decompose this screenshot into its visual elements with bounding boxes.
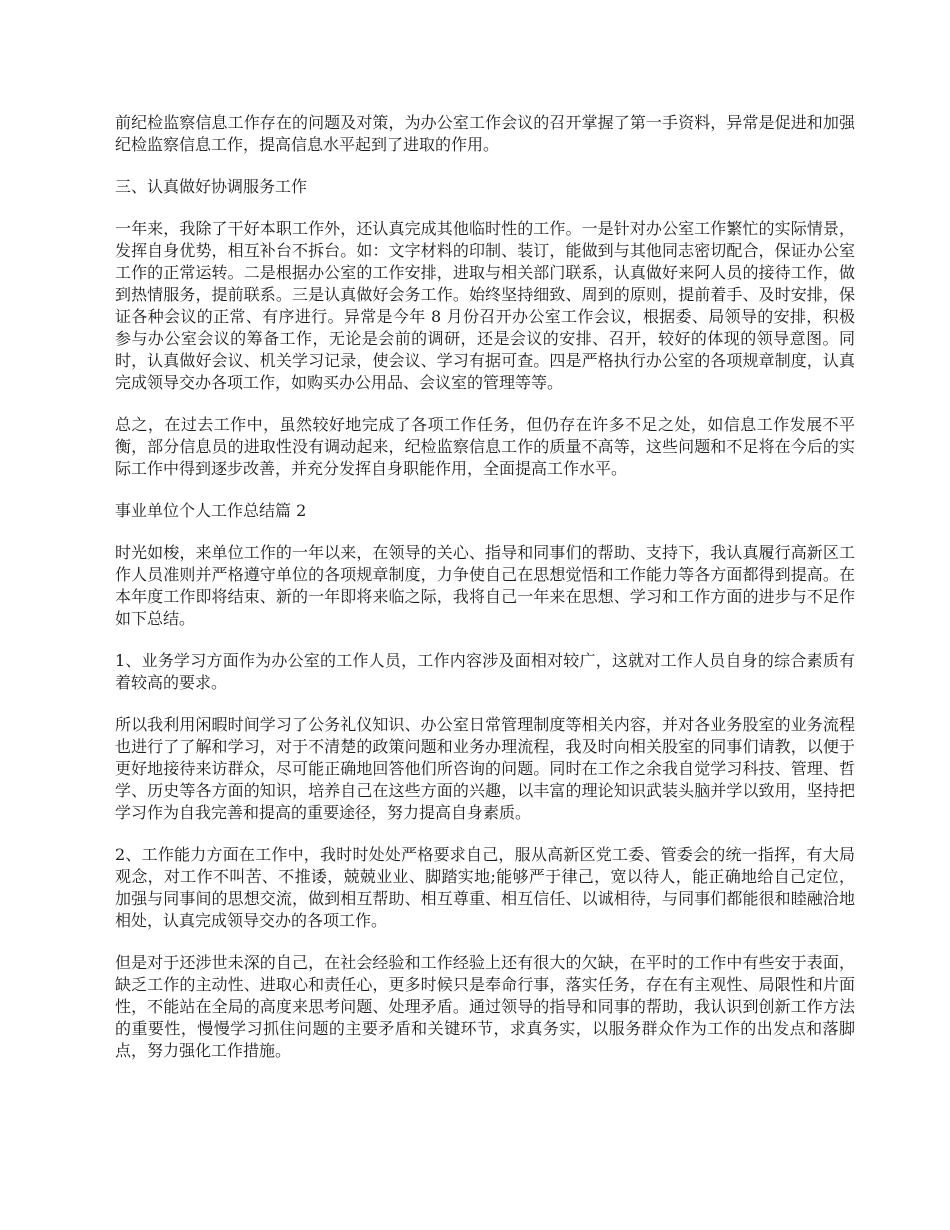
article-title: 事业单位个人工作总结篇 2 — [115, 501, 307, 520]
paragraph: 总之，在过去工作中，虽然较好地完成了各项工作任务，但仍存在许多不足之处，如信息工作发展不平衡，部分信息员的进取性没有调动起来，纪检监察信息工作的质量不高等，这些问题和不足将在今后的实际工作中得到逐步改善，并充分发挥自身职能作用，全面提高工作水平。 — [115, 415, 855, 478]
paragraph: 所以我利用闲暇时间学习了公务礼仪知识、办公室日常管理制度等相关内容，并对各业务股室的业务流程也进行了了解和学习，对于不清楚的政策问题和业务办理流程，我及时向相关股室的同事们请教，以便于更好地接待来访群众，尽可能正确地回答他们所咨询的问题。同时在工作之余我自觉学习科技、管理、哲学、历史等各方面的知识，培养自己在这些方面的兴趣，以丰富的理论知识武装头脑并学以致用，坚持把学习作为自我完善和提高的重要途径，努力提高自身素质。 — [115, 715, 855, 822]
paragraph: 1、业务学习方面作为办公室的工作人员，工作内容涉及面相对较广，这就对工作人员自身的综合素质有着较高的要求。 — [115, 651, 855, 692]
paragraph: 但是对于还涉世未深的自己，在社会经验和工作经验上还有很大的欠缺，在平时的工作中有些安于表面，缺乏工作的主动性、进取心和责任心，更多时候只是奉命行事，落实任务，存在有主观性、局限性和片面性，不能站在全局的高度来思考问题、处理矛盾。通过领导的指导和同事的帮助，我认识到创新工作方法的重要性，慢慢学习抓住问题的主要矛盾和关键环节，求真务实，以服务群众作为工作的出发点和落脚点，努力强化工作措施。 — [115, 953, 855, 1060]
paragraph: 时光如梭，来单位工作的一年以来，在领导的关心、指导和同事们的帮助、支持下，我认真履行高新区工作人员准则并严格遵守单位的各项规章制度，力争使自己在思想觉悟和工作能力等各方面都得到提高。在本年度工作即将结束、新的一年即将来临之际，我将自己一年来在思想、学习和工作方面的进步与不足作如下总结。 — [115, 543, 855, 628]
paragraph: 2、工作能力方面在工作中，我时时处处严格要求自己，服从高新区党工委、管委会的统一指挥，有大局观念，对工作不叫苦、不推诿，兢兢业业、脚踏实地;能够严于律己，宽以待人，能正确地给自己定位，加强与同事间的思想交流，做到相互帮助、相互尊重、相互信任、以诚相待，与同事们都能很和睦融洽地相处，认真完成领导交办的各项工作。 — [115, 845, 855, 930]
section-heading: 三、认真做好协调服务工作 — [115, 177, 308, 196]
document-body — [115, 112, 855, 1082]
paragraph: 前纪检监察信息工作存在的问题及对策，为办公室工作会议的召开掌握了第一手资料，异常是促进和加强纪检监察信息工作，提高信息水平起到了进取的作用。 — [115, 113, 855, 154]
paragraph: 一年来，我除了干好本职工作外，还认真完成其他临时性的工作。一是针对办公室工作繁忙的实际情景，发挥自身优势，相互补台不拆台。如：文字材料的印制、装订，能做到与其他同志密切配合，保证办公室工作的正常运转。二是根据办公室的工作安排，进取与相关部门联系，认真做好来阿人员的接待工作，做到热情服务，提前联系。三是认真做好会务工作。始终坚持细致、周到的原则，提前着手、及时安排，保证各种会议的正常、有序进行。异常是今年 8 月份召开办公室工作会议，根据委、局领导的安排，积极参与办公室会议的筹备工作，无论是会前的调研，还是会议的安排、召开，较好的体现的领导意图。同时，认真做好会议、机关学习记录，使会议、学习有据可查。四是严格执行办公室的各项规章制度，认真完成领导交办各项工作，如购买办公用品、会议室的管理等等。 — [115, 219, 855, 392]
